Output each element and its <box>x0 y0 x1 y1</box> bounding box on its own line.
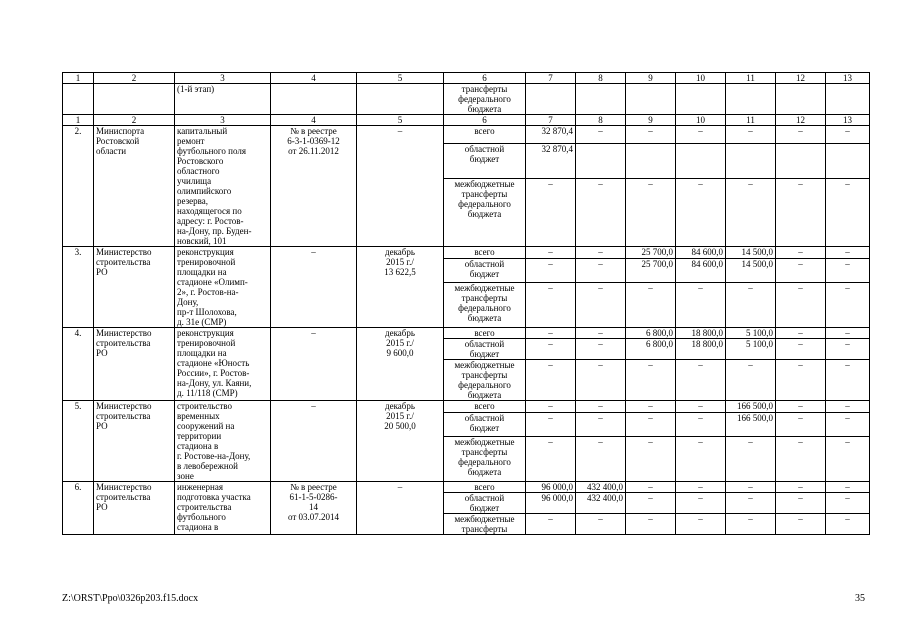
amount-col-8: – <box>576 339 626 360</box>
column-number-1: 1 <box>63 115 94 126</box>
amount-col-7: – <box>526 259 576 282</box>
funding-source: областной бюджет <box>444 259 526 282</box>
amount-col-11: – <box>726 514 776 535</box>
column-number-2: 2 <box>94 73 175 84</box>
amount-col-9: – <box>626 514 676 535</box>
amount-col-13 <box>826 144 870 179</box>
amount-col-13: – <box>826 360 870 401</box>
amount-col-8: – <box>576 179 626 247</box>
amount-col-10 <box>676 144 726 179</box>
continuation-cell-10 <box>676 84 726 115</box>
amount-col-8: 432 400,0 <box>576 493 626 514</box>
continuation-cell-1 <box>63 84 94 115</box>
amount-col-12: – <box>776 482 826 493</box>
column-number-4: 4 <box>271 115 357 126</box>
amount-col-7: – <box>526 179 576 247</box>
table-row <box>63 126 870 144</box>
amount-col-10: – <box>676 493 726 514</box>
amount-col-11: 5 100,0 <box>726 339 776 360</box>
continuation-cell-8 <box>576 84 626 115</box>
amount-col-8: – <box>576 413 626 436</box>
column-number-10: 10 <box>676 73 726 84</box>
funding-source: областной бюджет <box>444 144 526 179</box>
column-number-12: 12 <box>776 115 826 126</box>
funding-source: всего <box>444 328 526 339</box>
entry-number: 4. <box>63 328 94 401</box>
amount-col-12: – <box>776 436 826 482</box>
continuation-cell-7 <box>526 84 576 115</box>
funding-source: областной бюджет <box>444 493 526 514</box>
amount-col-13: – <box>826 493 870 514</box>
amount-col-11: – <box>726 360 776 401</box>
funding-source: межбюджетные трансферты федерального бюджета <box>444 282 526 328</box>
term-and-cost: – <box>357 482 444 535</box>
amount-col-13: – <box>826 126 870 144</box>
amount-col-10: 18 800,0 <box>676 328 726 339</box>
register-number: № в реестре 6-3-1-0369-12 от 26.11.2012 <box>271 126 357 247</box>
responsible-organization: Министерство строительства РО <box>94 482 175 535</box>
column-number-7: 7 <box>526 115 576 126</box>
object-description: реконструкция тренировочной площадки на стадионе «Олимп- 2», г. Ростов-на- Дону, пр-т Шолохова, д. 31е (СМР) <box>175 247 271 328</box>
amount-col-13: – <box>826 514 870 535</box>
entry-number: 5. <box>63 401 94 482</box>
amount-col-7: – <box>526 247 576 259</box>
object-description: строительство временных сооружений на территории стадиона в г. Ростове-на-Дону, в левобережной зоне <box>175 401 271 482</box>
continuation-cell-13 <box>826 84 870 115</box>
column-number-3: 3 <box>175 115 271 126</box>
program-table <box>62 72 870 535</box>
amount-col-13: – <box>826 282 870 328</box>
page-number: 35 <box>855 593 865 604</box>
footer-file-path: Z:\ORST\Ppo\0326p203.f15.docx <box>62 593 199 604</box>
funding-source: межбюджетные трансферты федерального бюджета <box>444 436 526 482</box>
amount-col-10: – <box>676 482 726 493</box>
entry-number: 3. <box>63 247 94 328</box>
amount-col-8: – <box>576 514 626 535</box>
continuation-cell-11 <box>726 84 776 115</box>
amount-col-9 <box>626 144 676 179</box>
column-number-8: 8 <box>576 73 626 84</box>
amount-col-10: – <box>676 126 726 144</box>
amount-col-8: – <box>576 328 626 339</box>
responsible-organization: Министерство строительства РО <box>94 328 175 401</box>
amount-col-8: – <box>576 360 626 401</box>
amount-col-8: 432 400,0 <box>576 482 626 493</box>
continuation-cell-12 <box>776 84 826 115</box>
amount-col-7: – <box>526 401 576 413</box>
amount-col-8: – <box>576 436 626 482</box>
continuation-row <box>63 84 870 115</box>
amount-col-7: 96 000,0 <box>526 482 576 493</box>
amount-col-10: 84 600,0 <box>676 247 726 259</box>
object-description: капитальный ремонт футбольного поля Ростовского областного училища олимпийского резерва, находящегося по адресу: г. Ростов- на-Дону, пр. Буден- новский, 101 <box>175 126 271 247</box>
amount-col-12: – <box>776 514 826 535</box>
amount-col-13: – <box>826 339 870 360</box>
amount-col-9: 6 800,0 <box>626 328 676 339</box>
column-number-6: 6 <box>444 115 526 126</box>
amount-col-13: – <box>826 247 870 259</box>
column-number-9: 9 <box>626 115 676 126</box>
funding-source: межбюджетные трансферты федерального бюджета <box>444 360 526 401</box>
amount-col-11: – <box>726 126 776 144</box>
column-number-8: 8 <box>576 115 626 126</box>
amount-col-7: – <box>526 282 576 328</box>
amount-col-7: 32 870,4 <box>526 126 576 144</box>
amount-col-9: – <box>626 493 676 514</box>
table-row <box>63 247 870 259</box>
amount-col-9: – <box>626 482 676 493</box>
column-number-7: 7 <box>526 73 576 84</box>
amount-col-9: – <box>626 179 676 247</box>
amount-col-7: – <box>526 436 576 482</box>
amount-col-7: – <box>526 514 576 535</box>
column-number-12: 12 <box>776 73 826 84</box>
funding-source: межбюджетные трансферты <box>444 514 526 535</box>
amount-col-13: – <box>826 401 870 413</box>
table-row <box>63 482 870 493</box>
term-and-cost: декабрь 2015 г./ 13 622,5 <box>357 247 444 328</box>
funding-source: всего <box>444 126 526 144</box>
amount-col-7: – <box>526 328 576 339</box>
amount-col-10: – <box>676 282 726 328</box>
amount-col-12: – <box>776 328 826 339</box>
entry-number: 2. <box>63 126 94 247</box>
amount-col-11: – <box>726 436 776 482</box>
amount-col-10: – <box>676 179 726 247</box>
amount-col-11 <box>726 144 776 179</box>
continuation-cell-6: трансферты федерального бюджета <box>444 84 526 115</box>
continuation-cell-4 <box>271 84 357 115</box>
table-row <box>63 328 870 339</box>
amount-col-12: – <box>776 493 826 514</box>
continuation-cell-9 <box>626 84 676 115</box>
amount-col-13: – <box>826 328 870 339</box>
column-number-9: 9 <box>626 73 676 84</box>
amount-col-8: – <box>576 247 626 259</box>
funding-source: всего <box>444 401 526 413</box>
column-number-4: 4 <box>271 73 357 84</box>
register-number: № в реестре 61-1-5-0286- 14 от 03.07.2014 <box>271 482 357 535</box>
column-number-13: 13 <box>826 73 870 84</box>
amount-col-8 <box>576 144 626 179</box>
amount-col-9: 6 800,0 <box>626 339 676 360</box>
amount-col-12: – <box>776 413 826 436</box>
amount-col-10: 18 800,0 <box>676 339 726 360</box>
column-number-row <box>63 115 870 126</box>
term-and-cost: декабрь 2015 г./ 9 600,0 <box>357 328 444 401</box>
amount-col-12: – <box>776 401 826 413</box>
entry-number: 6. <box>63 482 94 535</box>
responsible-organization: Министерство строительства РО <box>94 247 175 328</box>
responsible-organization: Миниспорта Ростовской области <box>94 126 175 247</box>
amount-col-12: – <box>776 282 826 328</box>
object-description: реконструкция тренировочной площадки на стадионе «Юность России», г. Ростов- на-Дону, ул. Каяни, д. 11/118 (СМР) <box>175 328 271 401</box>
amount-col-13: – <box>826 179 870 247</box>
amount-col-10: – <box>676 413 726 436</box>
funding-source: всего <box>444 247 526 259</box>
object-description: инженерная подготовка участка строительства футбольного стадиона в <box>175 482 271 535</box>
register-number: – <box>271 401 357 482</box>
amount-col-11: 14 500,0 <box>726 247 776 259</box>
continuation-cell-2 <box>94 84 175 115</box>
amount-col-12: – <box>776 179 826 247</box>
column-number-11: 11 <box>726 73 776 84</box>
amount-col-7: – <box>526 360 576 401</box>
amount-col-9: 25 700,0 <box>626 259 676 282</box>
register-number: – <box>271 247 357 328</box>
amount-col-9: – <box>626 360 676 401</box>
table-row <box>63 401 870 413</box>
column-number-2: 2 <box>94 115 175 126</box>
amount-col-12 <box>776 144 826 179</box>
amount-col-12: – <box>776 247 826 259</box>
amount-col-8: – <box>576 282 626 328</box>
amount-col-10: 84 600,0 <box>676 259 726 282</box>
column-number-3: 3 <box>175 73 271 84</box>
amount-col-8: – <box>576 401 626 413</box>
amount-col-9: – <box>626 436 676 482</box>
amount-col-13: – <box>826 482 870 493</box>
amount-col-9: – <box>626 282 676 328</box>
amount-col-9: 25 700,0 <box>626 247 676 259</box>
column-number-6: 6 <box>444 73 526 84</box>
amount-col-11: – <box>726 282 776 328</box>
amount-col-11: 5 100,0 <box>726 328 776 339</box>
term-and-cost: – <box>357 126 444 247</box>
amount-col-11: – <box>726 482 776 493</box>
amount-col-10: – <box>676 514 726 535</box>
register-number: – <box>271 328 357 401</box>
amount-col-10: – <box>676 401 726 413</box>
column-number-13: 13 <box>826 115 870 126</box>
column-number-10: 10 <box>676 115 726 126</box>
amount-col-9: – <box>626 413 676 436</box>
amount-col-10: – <box>676 436 726 482</box>
continuation-cell-3: (1-й этап) <box>175 84 271 115</box>
amount-col-12: – <box>776 339 826 360</box>
amount-col-13: – <box>826 413 870 436</box>
funding-source: всего <box>444 482 526 493</box>
amount-col-13: – <box>826 436 870 482</box>
amount-col-9: – <box>626 401 676 413</box>
amount-col-11: 14 500,0 <box>726 259 776 282</box>
amount-col-11: – <box>726 179 776 247</box>
amount-col-7: 32 870,4 <box>526 144 576 179</box>
amount-col-7: 96 000,0 <box>526 493 576 514</box>
amount-col-13: – <box>826 259 870 282</box>
amount-col-12: – <box>776 259 826 282</box>
amount-col-7: – <box>526 413 576 436</box>
column-number-row <box>63 73 870 84</box>
funding-source: областной бюджет <box>444 413 526 436</box>
responsible-organization: Министерство строительства РО <box>94 401 175 482</box>
column-number-11: 11 <box>726 115 776 126</box>
amount-col-10: – <box>676 360 726 401</box>
funding-source: областной бюджет <box>444 339 526 360</box>
amount-col-9: – <box>626 126 676 144</box>
continuation-cell-5 <box>357 84 444 115</box>
amount-col-11: 166 500,0 <box>726 413 776 436</box>
amount-col-12: – <box>776 360 826 401</box>
amount-col-8: – <box>576 126 626 144</box>
funding-source: межбюджетные трансферты федерального бюджета <box>444 179 526 247</box>
column-number-1: 1 <box>63 73 94 84</box>
amount-col-11: 166 500,0 <box>726 401 776 413</box>
column-number-5: 5 <box>357 73 444 84</box>
amount-col-11: – <box>726 493 776 514</box>
amount-col-12: – <box>776 126 826 144</box>
column-number-5: 5 <box>357 115 444 126</box>
amount-col-7: – <box>526 339 576 360</box>
term-and-cost: декабрь 2015 г./ 20 500,0 <box>357 401 444 482</box>
amount-col-8: – <box>576 259 626 282</box>
